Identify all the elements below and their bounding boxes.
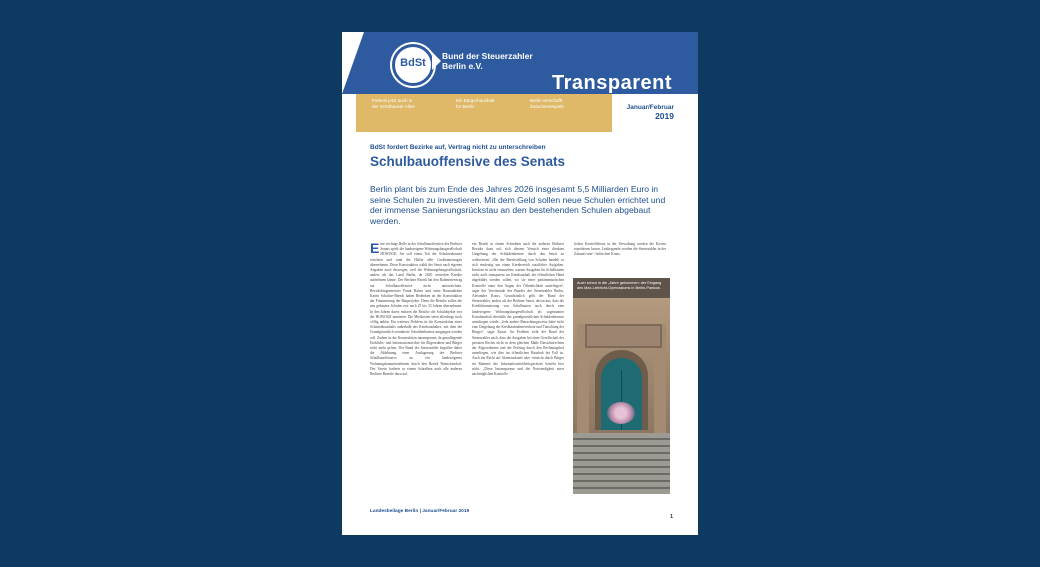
article-headline: Schulbauoffensive des Senats: [370, 154, 566, 169]
article-column-2: ein Bezirk in einem Schreiben auch die anderen Berliner Bezirke dazu auf, sich diesem Versuch einer direkten Umgehung der Schuldenbremse durch den Senat zu widersetzen. „Bei der Bereitstellung von Schulen handelt es sich eindeutig um einen Kernbereich staatlicher Aufgaben. Insofern ist nicht einzusehen, warum Ausgaben für Schulbauten nicht auch transparent im Kernhaushalt der öffentlichen Hand abgebildet werden sollen, wo sie einer parlamentarischen Kontrolle unter den Augen der Öffentlichkeit unterliegen“, sagte der Vorsitzende des Bundes der Steuerzahler Berlin, Alexander Kraus. Grundsätzlich geht der Bund der Steuerzahler, anders als der Berliner Senat, davon aus, dass die Kreditfinanzierung von Schulbauten auch durch eine landeseigene Wohnungsbaugesellschaft als sogenannter Extrahaushalt ebenfalls der grundgesetzlichen Schuldenbremse unterliegen würde. „Jede andere Betrachtungsweise hätte nicht eine Umgehung der Kreditaufnahmeverbote und Täuschung der Bürger“, sagte Kraus. An Problem sieht der Bund der Steuerzahler auch, dass die Ausgaben bei einer Gesellschaft der privaten Rechts nicht in dem gleichen Maße Einsichtsrechten der Abgeordneten und der Prüfung durch den Rechnungshof unterliegen, wie dies im öffentlichen Haushalt der Fall ist. Auch ein Recht auf Aktenauskunft oder -einsicht durch Bürger im Rahmen des Informationsfreiheitsgesetzes besteht hier nicht. „Diese Intransparenz und die Notwendigkeit einer nachträglichen Kontrolle: [472, 242, 564, 377]
magazine-title: Transparent: [552, 72, 672, 94]
bdst-logo: BdSt: [392, 44, 434, 86]
article-lead: Berlin plant bis zum Ende des Jahres 2026 insgesamt 5,5 Milliarden Euro in seine Schulen zu investieren. Mit dem Geld sollen neue Schulen errichtet und der immense Sanierungsrückstau an den bestehenden Schulen abgebaut werden.: [370, 184, 666, 226]
teaser-1: Parkeis jetzt auch in der Schöhauser Allee: [372, 98, 415, 109]
issue-date: Januar/Februar 2019: [626, 104, 674, 121]
photo-caption: Auch schon in die „Jahre gekommen: der Eingang des Max-Liebricht-Gymnasiums in Berlin-Pankow.: [573, 278, 670, 298]
logo-arrow-icon: [432, 52, 441, 70]
page-footer: Landesbeilage Berlin | Januar/Februar 2019: [370, 509, 470, 514]
school-entrance-photo: [573, 278, 670, 494]
flower-decoration: [607, 402, 635, 424]
stone-stairs: [573, 433, 670, 494]
article-column-3: lichen Kontrollebene in der Verwaltung werden die Kosten erprobterm lassen. Leidtragende werden die Steuerzahler in der Zukunft sein“, befürchtet Kraus.: [574, 242, 666, 257]
building-facade: [573, 298, 670, 433]
teaser-3: Berlin verschafft Zwischenrespekt: [530, 98, 564, 109]
masthead-diagonal: [342, 32, 364, 94]
page-number: 1: [670, 514, 674, 520]
drop-cap: E: [370, 242, 380, 256]
magazine-page: [342, 32, 698, 535]
teaser-diagonal: [342, 94, 356, 132]
teaser-2: Ein Bürgerhaushalt für Berlin: [456, 98, 495, 109]
article-column-1: Eine wichtige Rolle in der Schulbauoffensive des Berliner Senats spielt die landeseigene Wohnungsbaugesellschaft HOWOGE. Sie soll einen Teil der Schulneubauten errichten und rund die Hälfte aller Großsanierungen übernehmen. Diese Konstruktion wählt der Senat nach eigenen Angaben auch deswegen, weil die Wohnungsbaugesellschaft, anders als das Land Berlin, ab 2020 weiterhin Kredite aufnehmen könne. Der Berliner Bezirk hat den Rahmenvertrag zur Schulbauoffensive nicht unterzeichnet. Bezirksbürgermeister Frank Balzer und seine Baustadträtin Katrin Schultze-Berndt haben Bedenken an der Konstruktion der Finanzierung der Bauprojekte. Denn die Bezirke sollen die neu gebauten Schulen erst nach 25 bis 33 Jahren übernehmen. In den Jahren davor müssen die Bezirke die Schulobjekte von der HOWOGE anmieten. Die Mietkosten seien allerdings noch völlig unklar. Ein weiteres Problem ist die Konstruktion eines Schattenhaushalts außerhalb des Kernhaushaltes, mit dem die Grundgesetzlich verankerte Schuldenbremse umgangen werden soll. Zudem ist die Konstruktion intransparent, da grundlegende Einblicks- und Informationsrechte für Abgeordnete und Bürger nicht mehr gelten. Der Bund der Steuerzahler begrüßte daher die Ablehnung einer Auslagerung der Berliner Schulbauoffensive an ein landeseigenes Wohnungsbauunternehmen durch den Bezirk Reinickendorf. Der Verein forderte in einem Schreiben auch alle anderen Berliner Bezirke dazu auf.: [370, 242, 462, 377]
article-kicker: BdSt fordert Bezirke auf, Vertrag nicht zu unterschreiben: [370, 144, 546, 151]
facade-ornament: [585, 324, 662, 348]
organization-name: Bund der Steuerzahler Berlin e.V.: [442, 51, 533, 71]
